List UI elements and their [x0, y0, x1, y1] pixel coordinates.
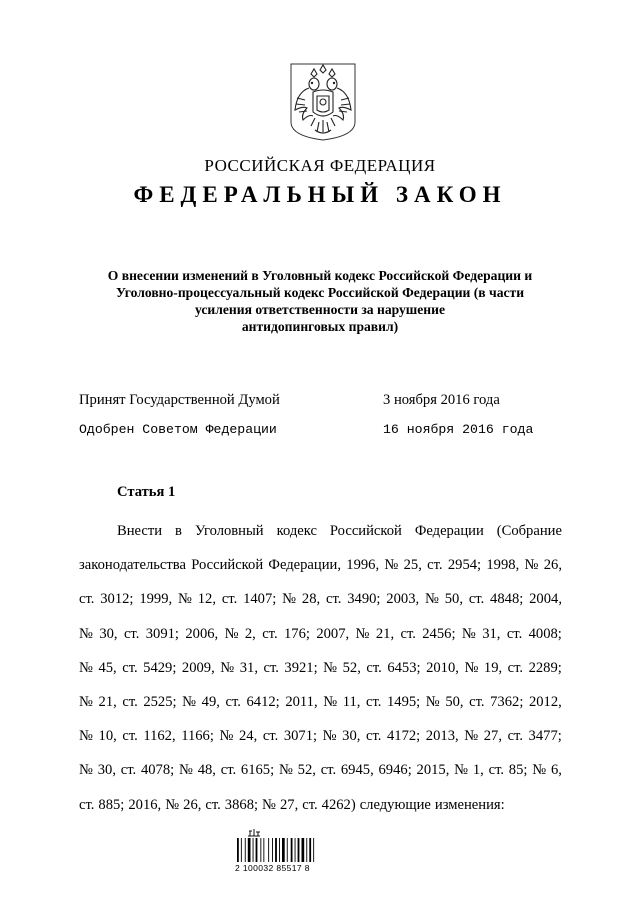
- word: 2525;: [143, 693, 177, 710]
- law-title-line: антидопинговых правил): [241, 319, 399, 334]
- word: №: [461, 625, 476, 642]
- word: №: [454, 762, 469, 779]
- word: ст.: [400, 625, 416, 642]
- word: ст.: [365, 728, 382, 745]
- barcode-stripe: [272, 838, 273, 862]
- word: 27,: [483, 728, 502, 745]
- word: ст.: [320, 762, 337, 779]
- word: ст.: [366, 659, 382, 676]
- word: 27,: [279, 796, 299, 813]
- word: 4172;: [386, 728, 421, 745]
- law-title: [70, 267, 570, 335]
- word: №: [323, 659, 338, 676]
- word: 2007,: [316, 625, 350, 642]
- word: №: [79, 762, 93, 779]
- word: ст.: [507, 659, 524, 676]
- word: 85;: [508, 762, 528, 779]
- council-date: 16 ноября 2016 года: [383, 422, 534, 437]
- word: 2010,: [426, 659, 459, 676]
- word: №: [220, 659, 235, 676]
- word: ст.: [469, 693, 485, 710]
- word: 6453;: [387, 659, 421, 676]
- article-line: [79, 521, 562, 555]
- word: 2015,: [416, 762, 450, 779]
- word: 1162,: [143, 728, 176, 745]
- word: 52,: [342, 659, 361, 676]
- word: 3921;: [284, 659, 318, 676]
- word: №: [79, 693, 93, 710]
- word: 50,: [445, 693, 464, 710]
- barcode-stripe: [295, 838, 296, 862]
- word: 49,: [201, 693, 220, 710]
- council-label: Одобрен Советом Федерации: [79, 422, 277, 437]
- coat-of-arms-icon: [289, 62, 357, 142]
- word: 4262): [321, 796, 356, 813]
- word: 52,: [297, 762, 316, 779]
- barcode-stripe: [253, 838, 254, 862]
- word: 2016,: [128, 796, 162, 813]
- word: 3490;: [347, 591, 381, 608]
- word: №: [262, 796, 276, 813]
- word: ст.: [122, 659, 138, 676]
- word: №: [178, 762, 193, 779]
- word: 2003,: [386, 591, 420, 608]
- word: 48,: [197, 762, 216, 779]
- word: №: [532, 762, 547, 779]
- word: 1996,: [346, 557, 380, 574]
- word: №: [384, 557, 399, 574]
- word: 1,: [472, 762, 484, 779]
- word: 3071;: [283, 728, 318, 745]
- barcode-stripe: [282, 838, 285, 862]
- article-line: [79, 692, 562, 726]
- word: №: [355, 625, 370, 642]
- word: 885;: [98, 796, 125, 813]
- barcode-stripe: [256, 838, 258, 862]
- word: 11,: [342, 693, 361, 710]
- barcode-stripe: [263, 838, 264, 862]
- barcode-stripe: [241, 838, 242, 862]
- barcode-stripe: [298, 838, 300, 862]
- word: 6412;: [246, 693, 280, 710]
- word: 30,: [97, 762, 116, 779]
- law-title-line: Уголовно-процессуальный кодекс Российской Федерации (в части: [115, 285, 525, 300]
- word: Внести: [117, 523, 163, 539]
- word: 6945,: [340, 762, 374, 779]
- word: №: [79, 659, 93, 676]
- word: 2011,: [285, 693, 318, 710]
- word: Федерации: [414, 523, 484, 539]
- word: №: [464, 659, 479, 676]
- barcode-stripe: [306, 838, 307, 862]
- word: 1495;: [386, 693, 421, 710]
- word: 2289;: [528, 659, 562, 676]
- word: №: [177, 591, 192, 608]
- word: (Собрание: [496, 523, 562, 539]
- word: ст.: [120, 762, 137, 779]
- word: №: [524, 557, 539, 574]
- article-line: [79, 726, 562, 760]
- word: 31,: [482, 625, 501, 642]
- barcode-icon: [237, 838, 315, 862]
- word: 24,: [239, 728, 258, 745]
- word: ст.: [468, 591, 485, 608]
- word: 50,: [444, 591, 463, 608]
- word: 3012;: [100, 591, 134, 608]
- country-name: РОССИЙСКАЯ ФЕДЕРАЦИЯ: [204, 156, 436, 175]
- word: Российской: [329, 523, 402, 539]
- word: 1407;: [243, 591, 277, 608]
- word: №: [424, 591, 439, 608]
- word: 1166;: [181, 728, 214, 745]
- law-title-line: О внесении изменений в Уголовный кодекс Российской Федерации и: [107, 268, 533, 283]
- word: ст.: [365, 693, 382, 710]
- word: 19,: [483, 659, 503, 676]
- word: 3868;: [224, 796, 259, 813]
- barcode-stripe: [287, 838, 288, 862]
- word: 2004,: [529, 591, 562, 608]
- word: ст.: [263, 659, 279, 676]
- word: 2012,: [528, 693, 562, 710]
- article-line: [79, 760, 562, 794]
- word: 45,: [98, 659, 117, 676]
- word: ст.: [205, 796, 221, 813]
- barcode-stripe: [260, 838, 261, 862]
- article-line: [79, 795, 562, 829]
- word: ст.: [488, 762, 505, 779]
- word: 4078;: [140, 762, 175, 779]
- word: ст.: [220, 762, 237, 779]
- article-heading: Статья 1: [117, 484, 176, 500]
- word: 3477;: [528, 728, 562, 745]
- duma-date: 3 ноября 2016 года: [383, 392, 500, 408]
- barcode-stripe: [268, 838, 269, 862]
- barcode-stripe: [302, 838, 305, 862]
- word: следующие: [359, 796, 431, 813]
- word: №: [219, 728, 234, 745]
- word: 1999,: [139, 591, 173, 608]
- word: ст.: [221, 591, 238, 608]
- word: №: [322, 728, 337, 745]
- word: №: [165, 796, 180, 813]
- word: ст.: [427, 557, 443, 574]
- word: ст.: [225, 693, 241, 710]
- barcode-number: 2 100032 85517 8: [235, 863, 310, 873]
- word: 6165;: [240, 762, 275, 779]
- word: кодекс: [276, 523, 317, 539]
- barcode-stripe: [291, 838, 293, 862]
- word: 31,: [239, 659, 258, 676]
- word: 5429;: [143, 659, 177, 676]
- barcode-stripe: [248, 838, 251, 862]
- barcode-stripe: [237, 838, 239, 862]
- word: 25,: [403, 557, 422, 574]
- word: №: [464, 728, 479, 745]
- word: ст.: [325, 591, 342, 608]
- word: 7362;: [490, 693, 524, 710]
- word: 10,: [98, 728, 117, 745]
- article-line: [79, 589, 562, 623]
- law-title-line: усиления ответственности за нарушение: [195, 302, 445, 317]
- word: 21,: [98, 693, 117, 710]
- word: №: [425, 693, 440, 710]
- barcode: [235, 828, 345, 878]
- word: изменения:: [434, 796, 505, 813]
- word: Уголовный: [194, 523, 264, 539]
- word: 6946;: [378, 762, 412, 779]
- word: ст.: [507, 728, 523, 745]
- word: №: [278, 762, 293, 779]
- word: 2009,: [181, 659, 215, 676]
- word: №: [224, 625, 239, 642]
- word: ст.: [79, 796, 95, 813]
- barcode-stripe: [279, 838, 280, 862]
- word: ст.: [123, 625, 140, 642]
- word: ст.: [122, 728, 138, 745]
- word: 26,: [183, 796, 202, 813]
- word: 2006,: [185, 625, 219, 642]
- word: 2,: [244, 625, 256, 642]
- word: 21,: [375, 625, 395, 642]
- barcode-stripe: [309, 838, 311, 862]
- duma-label: Принят Государственной Думой: [79, 392, 280, 408]
- word: 28,: [301, 591, 321, 608]
- word: ст.: [506, 625, 523, 642]
- word: ст.: [122, 693, 138, 710]
- word: 176;: [283, 625, 310, 642]
- word: №: [323, 693, 338, 710]
- word: 6,: [550, 762, 562, 779]
- word: №: [282, 591, 297, 608]
- word: 4848;: [490, 591, 524, 608]
- word: №: [79, 625, 93, 642]
- article-body: [79, 521, 562, 829]
- word: 12,: [197, 591, 216, 608]
- word: 1998,: [486, 557, 520, 574]
- document-type: ФЕДЕРАЛЬНЫЙ ЗАКОН: [133, 182, 507, 207]
- word: 3091;: [145, 625, 179, 642]
- word: 26,: [543, 557, 562, 574]
- registry-mark-icon: [247, 828, 261, 838]
- barcode-stripe: [245, 838, 246, 862]
- word: 2013,: [425, 728, 459, 745]
- word: ст.: [79, 591, 95, 608]
- word: ст.: [302, 796, 318, 813]
- word: в: [175, 523, 182, 539]
- article-line: [79, 624, 562, 658]
- barcode-stripe: [275, 838, 277, 862]
- word: Федерации,: [268, 557, 341, 574]
- word: законодательства: [79, 557, 186, 574]
- word: Российской: [191, 557, 264, 574]
- word: 2456;: [422, 625, 456, 642]
- word: ст.: [262, 728, 279, 745]
- word: 30,: [99, 625, 118, 642]
- barcode-stripe: [313, 838, 314, 862]
- word: 2954;: [447, 557, 482, 574]
- word: ст.: [262, 625, 278, 642]
- article-line: [79, 658, 562, 692]
- word: 4008;: [528, 625, 562, 642]
- word: №: [182, 693, 197, 710]
- word: №: [79, 728, 93, 745]
- word: 30,: [342, 728, 361, 745]
- article-line: [79, 555, 562, 589]
